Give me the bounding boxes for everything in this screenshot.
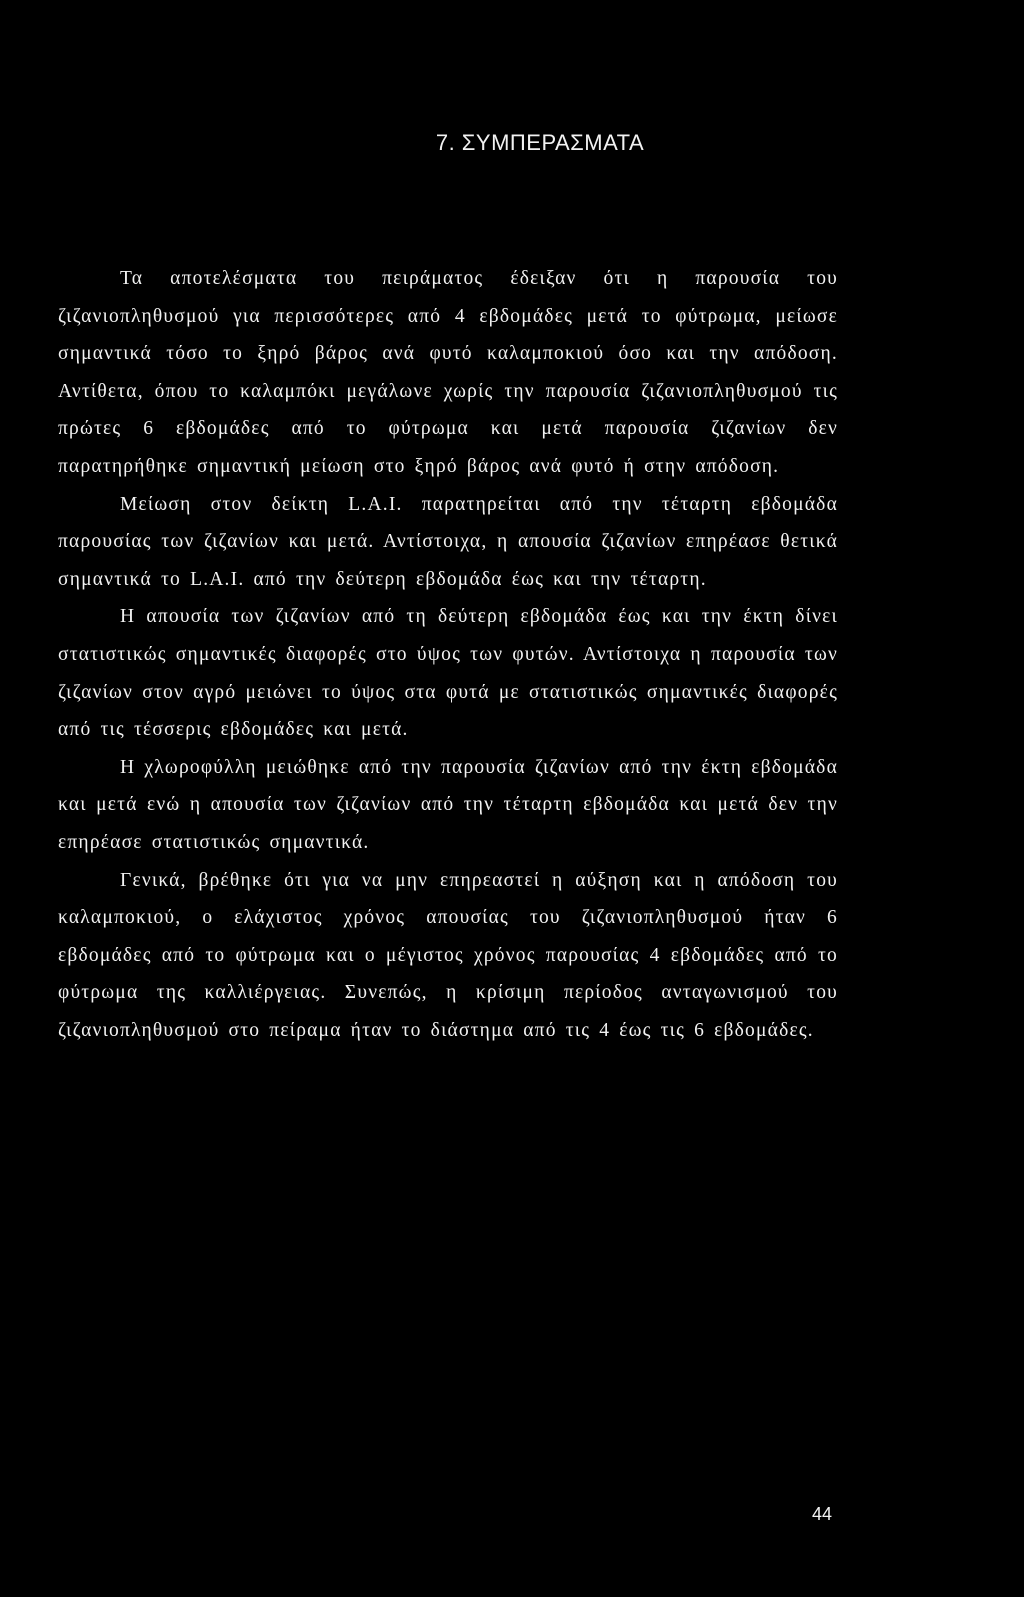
paragraph-critical-period: Γενικά, βρέθηκε ότι για να μην επηρεαστεί η αύξηση και η απόδοση του καλαμποκιού, ο ελάχιστος χρόνος απουσίας του ζιζανιοπληθυσμού ήταν 6 εβδομάδες από το φύτρωμα και ο μέγιστος χρόνος παρουσίας 4 εβδομάδες από το φύτρωμα της καλλιέργειας. Συνεπώς, η κρίσιμη περίοδος ανταγωνισμού του ζιζανιοπληθυσμού στο πείραμα ήταν το διάστημα από τις 4 έως τις 6 εβδομάδες. [58, 869, 838, 1041]
paragraph-lai: Μείωση στον δείκτη L.A.I. παρατηρείται από την τέταρτη εβδομάδα παρουσίας των ζιζανίων και μετά. Αντίστοιχα, η απουσία ζιζανίων επηρέασε θετικά σημαντικά το L.A.I. από την δεύτερη εβδομάδα έως και την τέταρτη. [58, 493, 838, 590]
page-number: 44 [812, 1504, 833, 1524]
paragraph-results: Τα αποτελέσματα του πειράματος έδειξαν ότι η παρουσία του ζιζανιοπληθυσμού για περισσότερες από 4 εβδομάδες μετά το φύτρωμα, μείωσε σημαντικά τόσο το ξηρό βάρος ανά φυτό καλαμποκιού όσο και την απόδοση. Αντίθετα, όπου το καλαμπόκι μεγάλωνε χωρίς την παρουσία ζιζανιοπληθυσμού τις πρώτες 6 εβδομάδες από το φύτρωμα και μετά παρουσία ζιζανίων δεν παρατηρήθηκε σημαντική μείωση στο ξηρό βάρος ανά φυτό ή στην απόδοση. [58, 268, 838, 477]
section-heading: 7. ΣΥΜΠΕΡΑΣΜΑΤΑ [435, 130, 645, 155]
body-text [58, 260, 838, 1049]
paragraph-chlorophyll: Η χλωροφύλλη μειώθηκε από την παρουσία ζιζανίων από την έκτη εβδομάδα και μετά ενώ η απουσία των ζιζανίων από την τέταρτη εβδομάδα και μετά δεν την επηρέασε στατιστικώς σημαντικά. [58, 756, 838, 853]
paragraph-plant-height: Η απουσία των ζιζανίων από τη δεύτερη εβδομάδα έως και την έκτη δίνει στατιστικώς σημαντικές διαφορές στο ύψος των φυτών. Αντίστοιχα η παρουσία των ζιζανίων στον αγρό μειώνει το ύψος στα φυτά με στατιστικώς σημαντικές διαφορές από τις τέσσερις εβδομάδες και μετά. [58, 606, 838, 741]
